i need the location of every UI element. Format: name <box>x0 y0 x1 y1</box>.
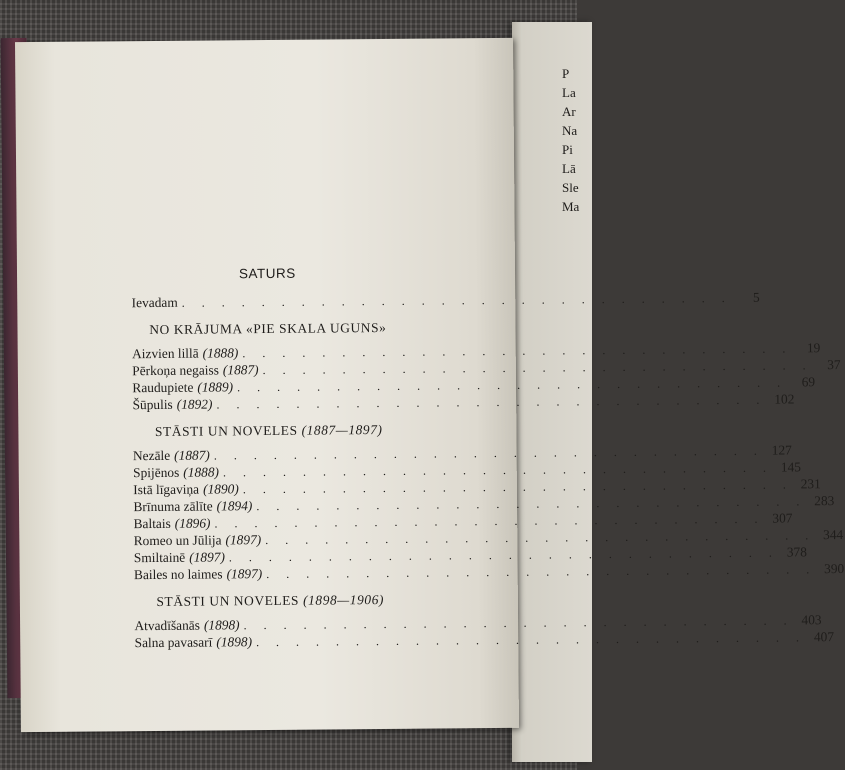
toc-entry <box>133 510 793 532</box>
entry-page: 19 <box>806 340 821 356</box>
entry-page: 390 <box>824 560 845 577</box>
entry-year: (1898) <box>203 617 240 633</box>
section-heading-years: (1898—1906) <box>302 592 385 608</box>
entry-title: Salna pavasarī <box>134 634 213 651</box>
entry-page: 69 <box>801 374 816 390</box>
section-heading-text: STĀSTI UN NOVELES <box>154 422 298 439</box>
right-page-text-fragment: Na <box>562 123 578 138</box>
table-of-contents <box>131 265 845 651</box>
entry-year: (1897) <box>189 549 225 565</box>
right-page-text-fragment: P <box>562 66 570 81</box>
right-page-text-fragment: La <box>562 85 576 100</box>
entry-year: (1892) <box>176 396 213 412</box>
toc-entry <box>132 391 795 413</box>
entry-page: 378 <box>786 544 807 560</box>
entry-year: (1896) <box>174 515 211 531</box>
toc-entry <box>133 493 835 515</box>
toc-entry <box>133 459 802 481</box>
entry-page: 407 <box>813 629 835 645</box>
leader-dots <box>266 561 816 583</box>
entry-page: 307 <box>772 510 793 526</box>
leader-dots <box>256 629 806 651</box>
entry-page: 5 <box>752 289 760 305</box>
entry-title: Istā līgaviņa <box>133 481 200 498</box>
entry-title: Baltais <box>133 515 171 532</box>
entry-year: (1888) <box>183 464 220 480</box>
toc-entry <box>131 289 760 311</box>
entry-title: Brīnuma zālīte <box>133 498 213 515</box>
entry-page: 37 <box>827 357 841 373</box>
toc-entry <box>132 357 841 379</box>
entry-year: (1887) <box>174 447 210 463</box>
toc-entry <box>133 526 844 549</box>
entry-title: Smiltainē <box>133 549 186 566</box>
toc-entry <box>133 544 807 566</box>
toc-entry <box>133 560 845 583</box>
entry-year: (1894) <box>216 498 253 514</box>
entry-page: 231 <box>800 476 821 492</box>
section-heading <box>134 592 406 610</box>
section-heading-years: (1887—1897) <box>301 422 383 438</box>
toc-entry <box>132 442 792 464</box>
section-heading-text: NO KRĀJUMA «PIE SKALA UGUNS» <box>149 319 387 338</box>
toc-entry <box>133 476 821 498</box>
right-page-text-fragment: Ma <box>562 199 580 214</box>
entry-title: Aizvien lillā <box>132 345 199 362</box>
entry-year: (1889) <box>197 379 234 395</box>
leader-dots <box>216 392 766 414</box>
entry-title: Romeo un Jūlija <box>133 532 222 549</box>
entry-page: 102 <box>774 391 795 407</box>
entry-year: (1890) <box>203 481 239 497</box>
entry-page: 403 <box>801 612 822 628</box>
entry-year: (1897) <box>225 532 262 548</box>
entry-year: (1887) <box>222 362 259 378</box>
entry-year: (1897) <box>226 566 263 582</box>
entry-title: Atvadīšanās <box>134 617 200 634</box>
right-page-text-fragment: Lā <box>562 161 576 176</box>
right-page-text-fragment: Ar <box>562 104 576 119</box>
toc-entry <box>132 340 821 362</box>
entry-title: Pērkoņa negaiss <box>132 362 219 379</box>
leader-dots <box>182 290 732 312</box>
entry-title: Spijēnos <box>133 464 180 481</box>
right-page-text-fragment: Pi <box>562 142 573 157</box>
section-heading-text: STĀSTI UN NOVELES <box>156 592 300 609</box>
entry-year: (1888) <box>202 345 239 361</box>
toc-entry <box>134 629 835 651</box>
toc-title: SATURS <box>238 265 296 282</box>
entry-page: 127 <box>771 442 792 458</box>
toc-entry <box>134 612 822 634</box>
right-page-text-fragment: Sle <box>562 180 579 195</box>
entry-title: Ievadam <box>131 294 178 311</box>
entry-year: (1898) <box>216 634 253 650</box>
entry-page: 283 <box>814 493 835 509</box>
section-heading <box>133 422 405 440</box>
entry-title: Šūpulis <box>132 396 173 413</box>
entry-title: Raudupiete <box>132 379 194 396</box>
entry-page: 344 <box>823 526 844 543</box>
section-heading <box>132 320 404 338</box>
entry-page: 145 <box>780 459 802 475</box>
entry-title: Bailes no laimes <box>133 566 223 583</box>
entry-title: Nezāle <box>132 447 171 464</box>
toc-entry <box>132 374 816 396</box>
